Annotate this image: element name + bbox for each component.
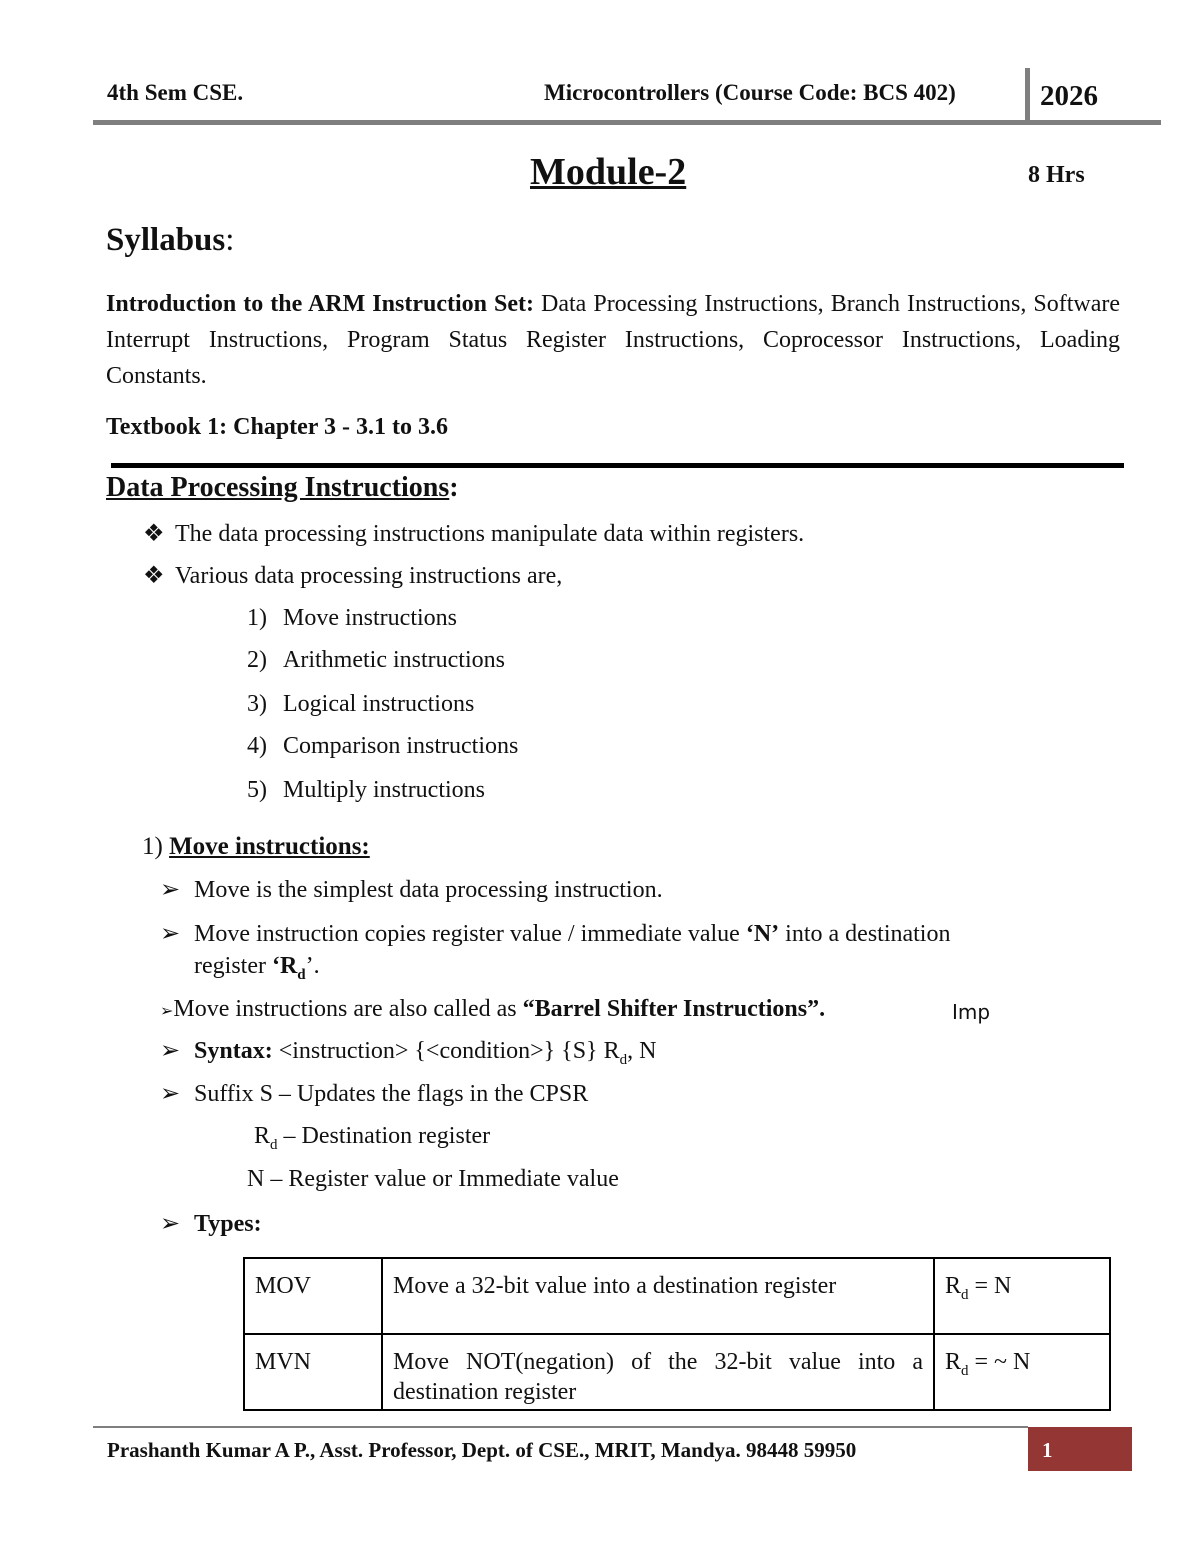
arrow-bullet-icon: ➢ xyxy=(160,1081,181,1107)
eq-text: = ~ N xyxy=(968,1349,1031,1375)
bullet-text-bold: ‘R xyxy=(271,953,298,979)
list-item xyxy=(160,1035,656,1067)
definition-text: – Destination register xyxy=(277,1123,491,1149)
list-item xyxy=(160,1078,588,1110)
page-number: 1 xyxy=(1042,1438,1053,1462)
table-cell-equation xyxy=(934,1334,1110,1410)
eq-text: = N xyxy=(968,1273,1012,1299)
subscript: d xyxy=(961,1286,969,1303)
types-label: Types: xyxy=(194,1211,262,1237)
arrow-bullet-icon: ➢ xyxy=(160,921,181,947)
list-item xyxy=(247,691,474,718)
item-number: 2) xyxy=(247,647,267,673)
eq-symbol: R xyxy=(945,1273,962,1299)
header-course: Microcontrollers (Course Code: BCS 402) xyxy=(544,80,956,105)
list-item xyxy=(247,605,457,632)
syntax-text: , N xyxy=(627,1038,657,1064)
textbook-reference: Textbook 1: Chapter 3 - 3.1 to 3.6 xyxy=(106,414,449,440)
module-title: Module-2 xyxy=(530,151,687,193)
subscript: d xyxy=(961,1362,969,1379)
subsection-number: 1) xyxy=(142,833,163,860)
bullet-text: Suffix S – Updates the flags in the CPSR xyxy=(194,1081,589,1107)
bullet-text: The data processing instructions manipulate data within registers. xyxy=(175,521,805,547)
subscript: d xyxy=(619,1051,628,1068)
diamond-bullet-icon: ❖ xyxy=(143,563,165,589)
table-cell-mnemonic: MOV xyxy=(244,1258,382,1334)
item-label: Logical instructions xyxy=(283,691,475,717)
bullet-text: Various data processing instructions are, xyxy=(175,563,563,589)
item-number: 1) xyxy=(247,605,267,631)
list-item xyxy=(160,993,825,1028)
list-item xyxy=(143,519,804,548)
bullet-text: Move instructions are also called as xyxy=(173,996,523,1022)
section-heading xyxy=(106,472,459,504)
subscript: d xyxy=(270,1136,278,1153)
table-cell-description: Move NOT(negation) of the 32-bit value into a destination register xyxy=(382,1334,934,1410)
arrow-bullet-icon: ➢ xyxy=(160,1038,181,1064)
item-label: Comparison instructions xyxy=(283,733,519,759)
section-heading-text: Data Processing Instructions xyxy=(106,472,450,503)
subsection-heading xyxy=(142,833,370,861)
table-cell-equation xyxy=(934,1258,1110,1334)
subscript: d xyxy=(297,966,306,983)
syllabus-intro-bold: Introduction to the ARM Instruction Set: xyxy=(106,291,534,317)
list-item xyxy=(160,918,950,982)
table-cell-description: Move a 32-bit value into a destination register xyxy=(382,1258,934,1334)
bullet-text: register xyxy=(194,953,272,979)
arrow-bullet-icon: ➢ xyxy=(160,1003,174,1020)
list-item xyxy=(247,647,505,674)
syllabus-colon: : xyxy=(225,222,235,258)
list-item xyxy=(160,874,663,906)
syllabus-intro xyxy=(106,286,1120,394)
bullet-text: Move is the simplest data processing instruction. xyxy=(194,877,663,903)
table-row xyxy=(244,1258,1110,1334)
syntax-label: Syntax: xyxy=(194,1038,273,1064)
list-item xyxy=(160,1208,262,1240)
list-item xyxy=(247,733,518,760)
rd-symbol: R xyxy=(254,1123,271,1149)
header-divider xyxy=(1025,68,1030,122)
important-note: Imp xyxy=(952,1000,991,1024)
item-label: Move instructions xyxy=(283,605,457,631)
eq-symbol: R xyxy=(945,1349,962,1375)
table-cell-mnemonic: MVN xyxy=(244,1334,382,1410)
arrow-bullet-icon: ➢ xyxy=(160,877,181,903)
bullet-text: ’. xyxy=(305,953,320,979)
bullet-text-bold: ‘N’ xyxy=(745,921,780,947)
bullet-text: Move instruction copies register value / immediate value xyxy=(194,921,746,947)
subsection-title: Move instructions: xyxy=(169,833,370,860)
item-number: 5) xyxy=(247,777,267,803)
footer-rule xyxy=(93,1426,1028,1428)
arrow-bullet-icon: ➢ xyxy=(160,1211,181,1237)
section-divider xyxy=(111,463,1124,468)
footer-author: Prashanth Kumar A P., Asst. Professor, Dept. of CSE., MRIT, Mandya. 98448 59950 xyxy=(107,1438,857,1462)
module-hours: 8 Hrs xyxy=(1028,162,1085,188)
syntax-text: <instruction> {<condition>} {S} R xyxy=(272,1038,620,1064)
item-label: Multiply instructions xyxy=(283,777,486,803)
header-rule xyxy=(93,120,1161,125)
syllabus-label: Syllabus xyxy=(106,222,226,258)
syllabus-intro-text: Data Processing Instructions, Branch Instructions, Software Interrupt Instructions, Program Status Register Instructions, Coprocessor Instructions, Loading Constants. xyxy=(106,291,1120,389)
list-item xyxy=(247,777,485,804)
types-table xyxy=(243,1257,1111,1411)
definition-rd xyxy=(254,1123,491,1153)
item-number: 3) xyxy=(247,691,267,717)
item-label: Arithmetic instructions xyxy=(283,647,505,673)
bullet-text-bold: “Barrel Shifter Instructions”. xyxy=(522,996,826,1022)
bullet-text: into a destination xyxy=(779,921,951,947)
syllabus-heading xyxy=(106,222,234,259)
list-item xyxy=(143,561,562,590)
section-heading-colon: : xyxy=(449,472,459,503)
diamond-bullet-icon: ❖ xyxy=(143,521,165,547)
item-number: 4) xyxy=(247,733,267,759)
table-row xyxy=(244,1334,1110,1410)
header-year: 2026 xyxy=(1040,80,1098,112)
definition-n: N – Register value or Immediate value xyxy=(247,1166,619,1192)
header-semester: 4th Sem CSE. xyxy=(107,80,244,105)
